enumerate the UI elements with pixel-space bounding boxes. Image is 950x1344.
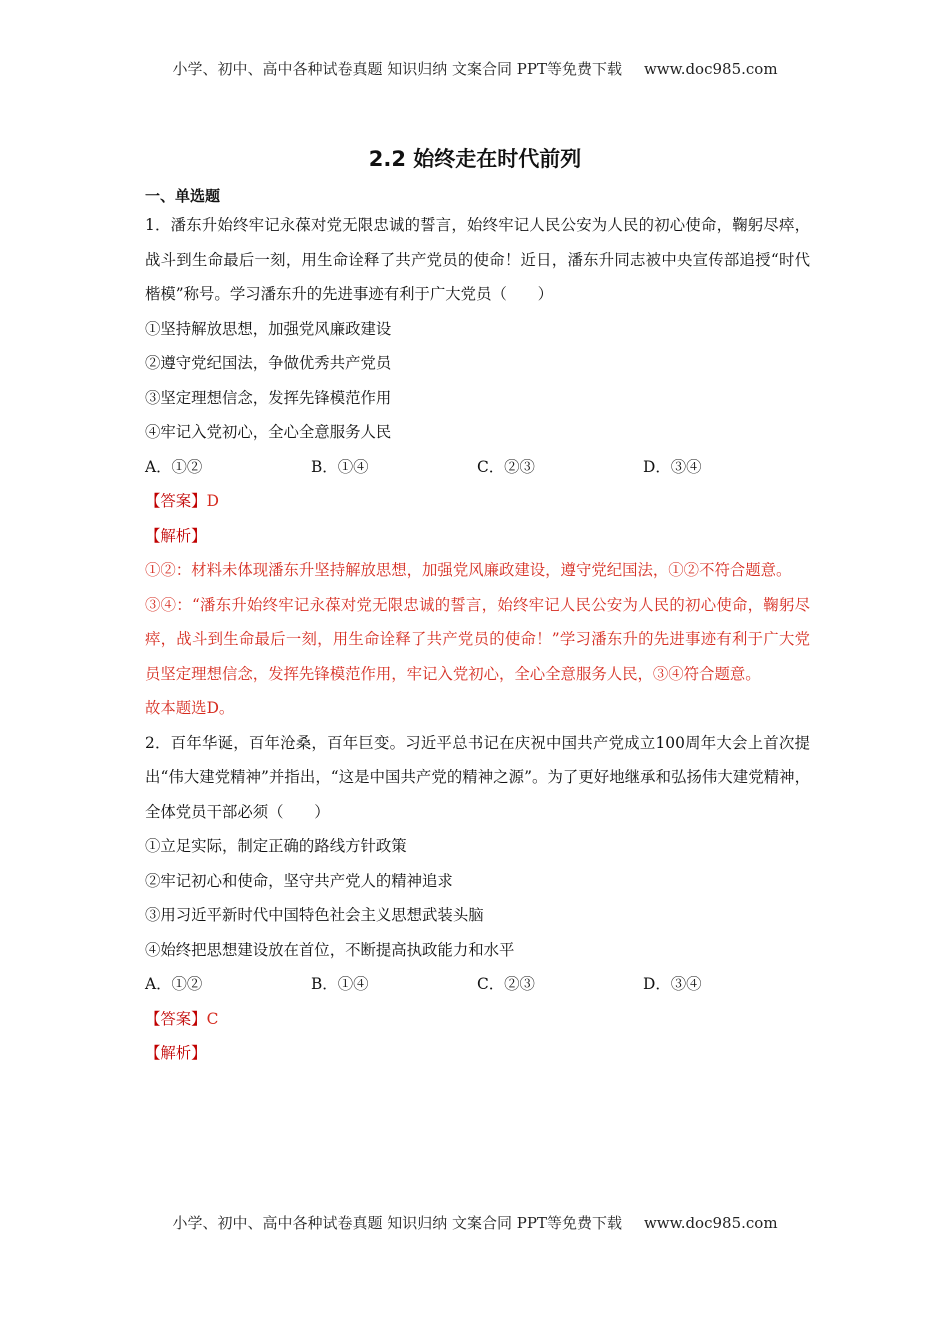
header-url[interactable]: www.doc985.com <box>643 60 778 78</box>
statement-item: ②遵守党纪国法，争做优秀共产党员 <box>145 354 392 372</box>
question-stem: 2．百年华诞，百年沧桑，百年巨变。习近平总书记在庆祝中国共产党成立100周年大会上首次提出“伟大建党精神”并指出，“这是中国共产党的精神之源”。为了更好地继承和弘扬伟大建党精神，全体党员干部必须（ ） <box>145 733 810 821</box>
option-b: B．①④ <box>311 975 369 993</box>
option-a: A．①② <box>145 975 203 993</box>
statement-item: ④牢记入党初心，全心全意服务人民 <box>145 423 392 441</box>
option-d: D．③④ <box>643 457 702 476</box>
answer-options <box>145 450 810 485</box>
statement-item: ④始终把思想建设放在首位，不断提高执政能力和水平 <box>145 940 515 959</box>
page-title: 2.2 始终走在时代前列 <box>368 147 582 171</box>
statement-item: ①坚持解放思想，加强党风廉政建设 <box>145 319 392 338</box>
page-footer <box>0 1212 950 1233</box>
answer-tag: 【答案】 <box>145 492 207 510</box>
question-2 <box>145 726 810 1071</box>
answer-options <box>145 967 810 1002</box>
answer-line <box>145 484 810 519</box>
section-heading: 一、单选题 <box>145 187 221 205</box>
option-c: C．②③ <box>477 975 535 993</box>
analysis-paragraph: ③④：“潘东升始终牢记永葆对党无限忠诚的誓言，始终牢记人民公安为人民的初心使命，鞠躬尽瘁，战斗到生命最后一刻，用生命诠释了共产党员的使命！”学习潘东升的先进事迹有利于广大党员坚定理想信念，发挥先锋模范作用，牢记入党初心，全心全意服务人民，③④符合题意。 <box>145 595 810 683</box>
statement-item: ③用习近平新时代中国特色社会主义思想武装头脑 <box>145 906 484 924</box>
answer-line <box>145 1002 810 1037</box>
analysis-conclusion: 故本题选D。 <box>145 699 235 717</box>
option-c: C．②③ <box>477 457 535 476</box>
option-a: A．①② <box>145 457 203 476</box>
answer-value: D <box>206 492 219 510</box>
question-stem: 1．潘东升始终牢记永葆对党无限忠诚的誓言，始终牢记人民公安为人民的初心使命，鞠躬尽瘁，战斗到生命最后一刻，用生命诠释了共产党员的使命！近日，潘东升同志被中央宣传部追授“时代楷模”称号。学习潘东升的先进事迹有利于广大党员（ ） <box>145 216 810 303</box>
option-d: D．③④ <box>643 975 702 993</box>
answer-tag: 【答案】 <box>145 1009 207 1028</box>
statement-item: ②牢记初心和使命，坚守共产党人的精神追求 <box>145 871 453 890</box>
analysis-tag: 【解析】 <box>145 1044 207 1062</box>
document-body <box>145 184 810 1071</box>
header-text: 小学、初中、高中各种试卷真题 知识归纳 文案合同 PPT等免费下载 <box>172 60 622 78</box>
analysis-tag: 【解析】 <box>145 526 207 545</box>
question-1 <box>145 208 810 726</box>
statement-item: ③坚定理想信念，发挥先锋模范作用 <box>145 388 392 407</box>
footer-text: 小学、初中、高中各种试卷真题 知识归纳 文案合同 PPT等免费下载 <box>172 1214 622 1232</box>
footer-url[interactable]: www.doc985.com <box>643 1214 778 1232</box>
analysis-paragraph: ①②：材料未体现潘东升坚持解放思想，加强党风廉政建设，遵守党纪国法，①②不符合题意。 <box>145 561 792 579</box>
answer-value: C <box>206 1009 219 1028</box>
option-b: B．①④ <box>311 457 369 476</box>
statement-item: ①立足实际，制定正确的路线方针政策 <box>145 837 407 855</box>
page-header <box>0 58 950 79</box>
